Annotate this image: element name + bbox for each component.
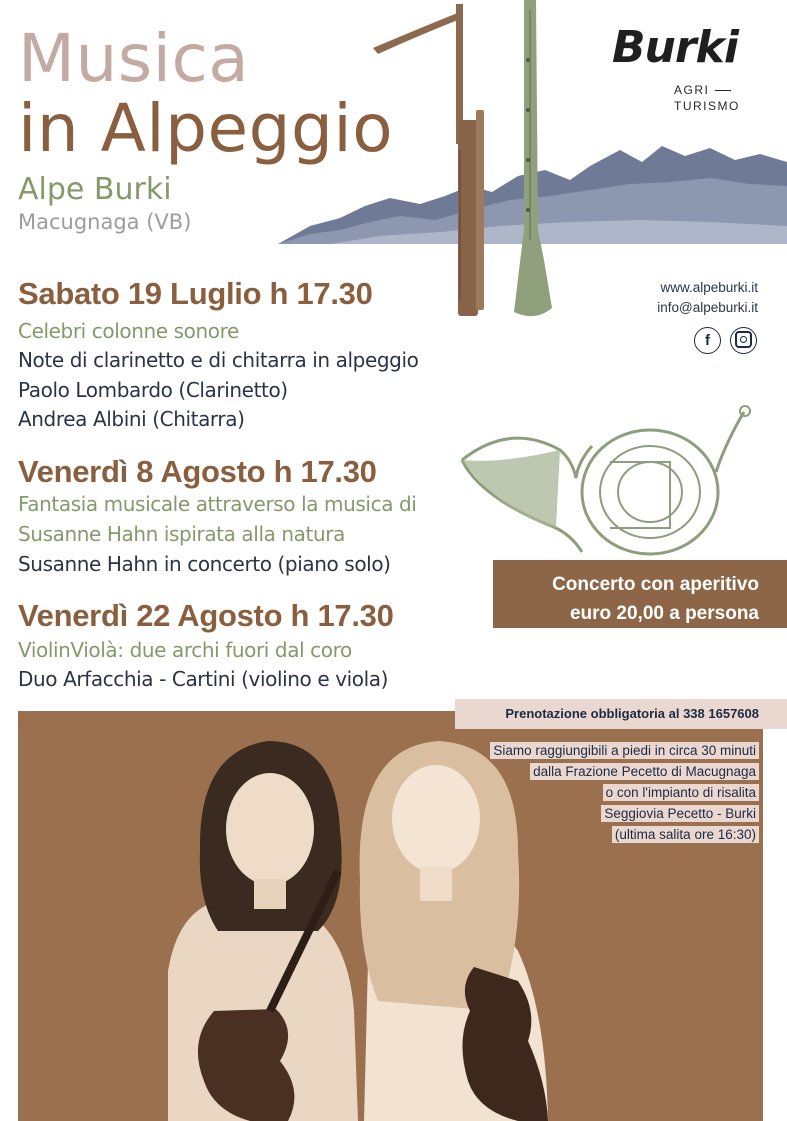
event-1-line: Paolo Lombardo (Clarinetto) (18, 378, 288, 402)
reach-line: dalla Frazione Pecetto di Macugnaga (530, 763, 759, 780)
price-line-1: Concerto con aperitivo (552, 574, 759, 595)
email-link[interactable]: info@alpeburki.it (657, 300, 758, 315)
burki-logo (612, 22, 762, 113)
logo-sub-agri: AGRI (674, 83, 710, 97)
price-line-2: euro 20,00 a persona (569, 603, 759, 624)
price-box (493, 560, 787, 628)
event-1-title: Sabato 19 Luglio h 17.30 (18, 276, 373, 311)
event-3-line: Duo Arfacchia - Cartini (violino e viola) (18, 667, 389, 691)
event-3-subtitle: ViolinViolà: due archi fuori dal coro (18, 638, 352, 662)
location-place: Macugnaga (VB) (18, 210, 192, 234)
location-name: Alpe Burki (18, 172, 172, 207)
booking-banner: Prenotazione obbligatoria al 338 1657608 (455, 699, 787, 729)
reach-line: Seggiovia Pecetto - Burki (601, 805, 759, 822)
event-2-subtitle: Fantasia musicale attraverso la musica di (18, 492, 417, 516)
logo-sub-turismo: TURISMO (674, 99, 740, 113)
event-3-title: Venerdì 22 Agosto h 17.30 (18, 598, 394, 633)
logo-wordmark: Burki (612, 22, 738, 73)
event-2-subtitle: Susanne Hahn ispirata alla natura (18, 522, 345, 546)
french-horn-illustration (460, 402, 760, 562)
facebook-glyph: f (705, 332, 710, 349)
title-in-alpeggio: in Alpeggio (18, 90, 394, 167)
event-1-line: Note di clarinetto e di chitarra in alpeggio (18, 348, 419, 372)
clarinet-illustration (514, 0, 552, 316)
website-link[interactable]: www.alpeburki.it (660, 280, 758, 295)
event-2-title: Venerdì 8 Agosto h 17.30 (18, 454, 377, 489)
event-1-line: Andrea Albini (Chitarra) (18, 407, 245, 431)
logo-subtitle (674, 82, 740, 114)
facebook-icon[interactable] (694, 327, 721, 354)
title-musica: Musica (18, 20, 250, 97)
instagram-icon[interactable] (730, 327, 757, 354)
social-icons (694, 327, 762, 354)
reach-line: (ultima salita ore 16:30) (612, 826, 759, 843)
contact-info (657, 278, 758, 318)
event-1-subtitle: Celebri colonne sonore (18, 319, 239, 343)
reach-line: Siamo raggiungibili a piedi in circa 30 minuti (490, 742, 759, 759)
event-2-line: Susanne Hahn in concerto (piano solo) (18, 552, 391, 576)
reach-info (490, 740, 759, 845)
reach-line: o con l'impianto di risalita (603, 784, 759, 801)
